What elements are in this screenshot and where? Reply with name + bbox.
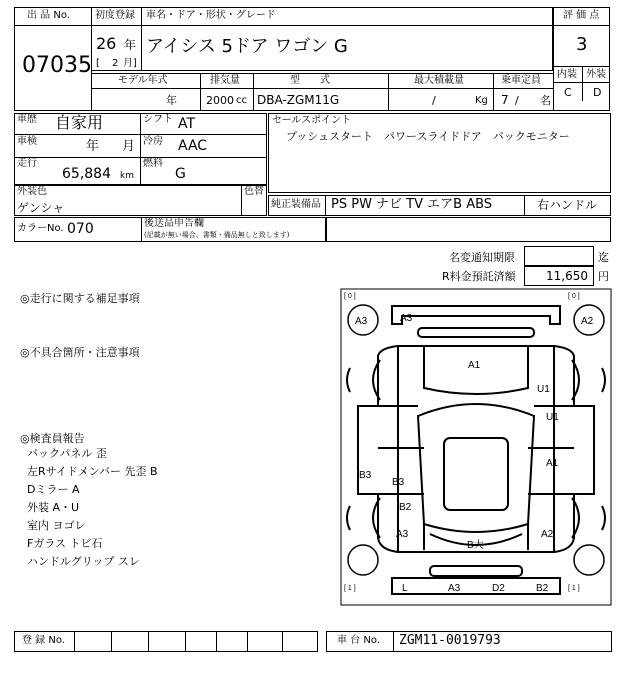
reg-month-unit: 月] bbox=[123, 58, 137, 69]
mileage-unit: km bbox=[120, 171, 134, 181]
capacity-unit: 名 bbox=[540, 94, 551, 107]
corner-bottom-right: [ 1 ] bbox=[568, 585, 580, 592]
score-label: 評 価 点 bbox=[563, 10, 600, 21]
right-wheel-rear bbox=[572, 498, 605, 538]
capacity-slash: / bbox=[515, 94, 519, 107]
capacity-value: 7 bbox=[501, 93, 509, 107]
shift-value: AT bbox=[178, 116, 196, 132]
reg-year: 26 bbox=[96, 34, 117, 53]
model-year-unit: 年 bbox=[166, 94, 177, 107]
inspector-item: Dミラー A bbox=[27, 483, 80, 496]
mark-a3-bumper: A3 bbox=[400, 313, 413, 324]
equipment-blank-box bbox=[326, 217, 611, 242]
interior-label: 内装 bbox=[557, 69, 577, 80]
model-code: DBA-ZGM11G bbox=[257, 93, 340, 107]
corner-top-left: [ 0 ] bbox=[344, 293, 356, 300]
fuel-value: G bbox=[175, 166, 186, 182]
mark-u1-door: U1 bbox=[546, 412, 559, 423]
mark-a2-right-rear: A2 bbox=[541, 529, 554, 540]
doc-note: (記載が無い場合、書類・備品無しと致します) bbox=[144, 231, 290, 239]
reg-no-label: 登 録 No. bbox=[22, 635, 65, 646]
max-load-label: 最大積載量 bbox=[414, 75, 464, 86]
inspector-title: ◎検査員報告 bbox=[20, 432, 85, 445]
displacement-label: 排気量 bbox=[210, 75, 240, 86]
history-value: 自家用 bbox=[55, 113, 104, 132]
mark-d2: D2 bbox=[492, 583, 505, 594]
repaint-label: 色替 bbox=[244, 186, 264, 197]
mark-a1-rear-door: A1 bbox=[546, 458, 559, 469]
exterior-grade: D bbox=[593, 86, 602, 99]
capacity-label: 乗車定員 bbox=[501, 75, 541, 86]
inspector-item: 室内 ヨゴレ bbox=[27, 519, 86, 532]
lot-label: 出 品 No. bbox=[27, 10, 70, 21]
reg-month-open: [ bbox=[96, 58, 100, 69]
cabin bbox=[418, 404, 534, 532]
mark-u1-fender: U1 bbox=[537, 384, 550, 395]
wheel-circle-left-rear bbox=[348, 545, 378, 575]
name-change-label: 名変通知期限 bbox=[449, 251, 515, 264]
mileage-label: 走行 bbox=[17, 158, 37, 169]
exterior-color-label: 外装色 bbox=[17, 186, 47, 197]
exterior-label: 外装 bbox=[586, 69, 606, 80]
inspection-month-unit: 月 bbox=[122, 139, 136, 154]
sales-points-label: セールスポイント bbox=[272, 115, 352, 126]
inspector-item: ハンドルグリップ スレ bbox=[27, 555, 140, 568]
wheel-circle-right-rear bbox=[574, 545, 604, 575]
first-reg-label: 初度登録 bbox=[95, 10, 135, 21]
front-grille bbox=[418, 328, 534, 337]
mark-a3-circle: A3 bbox=[355, 316, 368, 327]
drive-side: 右ハンドル bbox=[537, 198, 598, 212]
lot-number: 07035 bbox=[22, 53, 92, 78]
mark-a3-bottom: A3 bbox=[448, 583, 461, 594]
left-wheel-front bbox=[347, 360, 380, 400]
history-label: 車歴 bbox=[17, 114, 37, 125]
equipment-label: 純正装備品 bbox=[271, 199, 321, 210]
mark-a3-left-rear: A3 bbox=[396, 529, 409, 540]
inspector-item: 外装 A・U bbox=[27, 501, 80, 514]
model-year-label: モデル年式 bbox=[118, 75, 168, 86]
corner-bottom-left: [ 1 ] bbox=[344, 585, 356, 592]
left-wheel-rear bbox=[347, 498, 380, 538]
reg-month: 2 bbox=[112, 58, 119, 69]
mark-l: L bbox=[402, 583, 408, 594]
shift-label: シフト bbox=[143, 114, 173, 125]
driving-remarks-title: ◎走行に関する補足事項 bbox=[20, 292, 140, 305]
exterior-color-value: ゲンシャ bbox=[17, 201, 65, 215]
inspection-year-unit: 年 bbox=[86, 139, 100, 154]
name-change-unit: 迄 bbox=[598, 251, 609, 264]
color-no: 070 bbox=[67, 221, 94, 237]
fuel-label: 燃料 bbox=[143, 158, 163, 169]
mark-a1-hood: A1 bbox=[468, 360, 481, 371]
right-side bbox=[528, 346, 574, 552]
equipment-value: PS PW ナビ TV エアB ABS bbox=[331, 197, 493, 212]
corner-top-right: [ 0 ] bbox=[568, 293, 580, 300]
chassis-number: ZGM11-0019793 bbox=[399, 633, 501, 648]
car-label: 車名・ドア・形状・グレード bbox=[146, 10, 276, 21]
rear-bumper bbox=[392, 578, 560, 594]
max-load-slash: / bbox=[432, 94, 436, 107]
mileage-value: 65,884 bbox=[62, 166, 111, 182]
left-side bbox=[378, 346, 424, 552]
inspector-item: バックパネル 歪 bbox=[27, 447, 107, 460]
defects-title: ◎不具合箇所・注意事項 bbox=[20, 346, 140, 359]
front-bumper bbox=[392, 306, 560, 324]
displacement-unit: cc bbox=[236, 95, 247, 106]
roof bbox=[444, 438, 508, 510]
right-wheel-front bbox=[572, 360, 605, 400]
inspector-item: 左Rサイドメンバー 先歪 B bbox=[27, 465, 158, 478]
interior-grade: C bbox=[564, 86, 572, 99]
inspection-label: 車検 bbox=[17, 136, 37, 147]
aircon-value: AAC bbox=[178, 138, 208, 154]
type-label: 型 式 bbox=[290, 75, 330, 86]
mark-b2-bottom: B2 bbox=[536, 583, 549, 594]
chassis-label: 車 台 No. bbox=[337, 635, 380, 646]
aircon-label: 冷房 bbox=[143, 136, 163, 147]
rear-plate bbox=[430, 566, 522, 576]
mark-b-large: B大 bbox=[467, 540, 484, 551]
recycle-unit: 円 bbox=[598, 270, 609, 283]
doc-label: 後送品申告欄 bbox=[144, 218, 204, 229]
displacement: 2000 bbox=[206, 94, 234, 107]
color-no-label: カラーNo. bbox=[17, 223, 64, 234]
mark-b3-inner: B3 bbox=[392, 477, 405, 488]
car-damage-diagram bbox=[340, 288, 612, 606]
reg-year-unit: 年 bbox=[124, 38, 137, 52]
recycle-value: 11,650 bbox=[546, 269, 588, 283]
score-value: 3 bbox=[576, 34, 588, 55]
mark-b3-outer: B3 bbox=[359, 470, 372, 481]
name-change-box bbox=[524, 246, 594, 266]
recycle-label: R料金預託済額 bbox=[442, 270, 516, 283]
max-load-unit: Kg bbox=[475, 95, 488, 106]
sales-points-text: プッシュスタート パワースライドドア バックモニター bbox=[286, 130, 570, 143]
mark-a2-circle: A2 bbox=[581, 316, 594, 327]
mark-b2-left: B2 bbox=[399, 502, 412, 513]
inspector-item: Fガラス トビ石 bbox=[27, 537, 103, 550]
car-name: アイシス 5ドア ワゴン G bbox=[146, 36, 348, 57]
